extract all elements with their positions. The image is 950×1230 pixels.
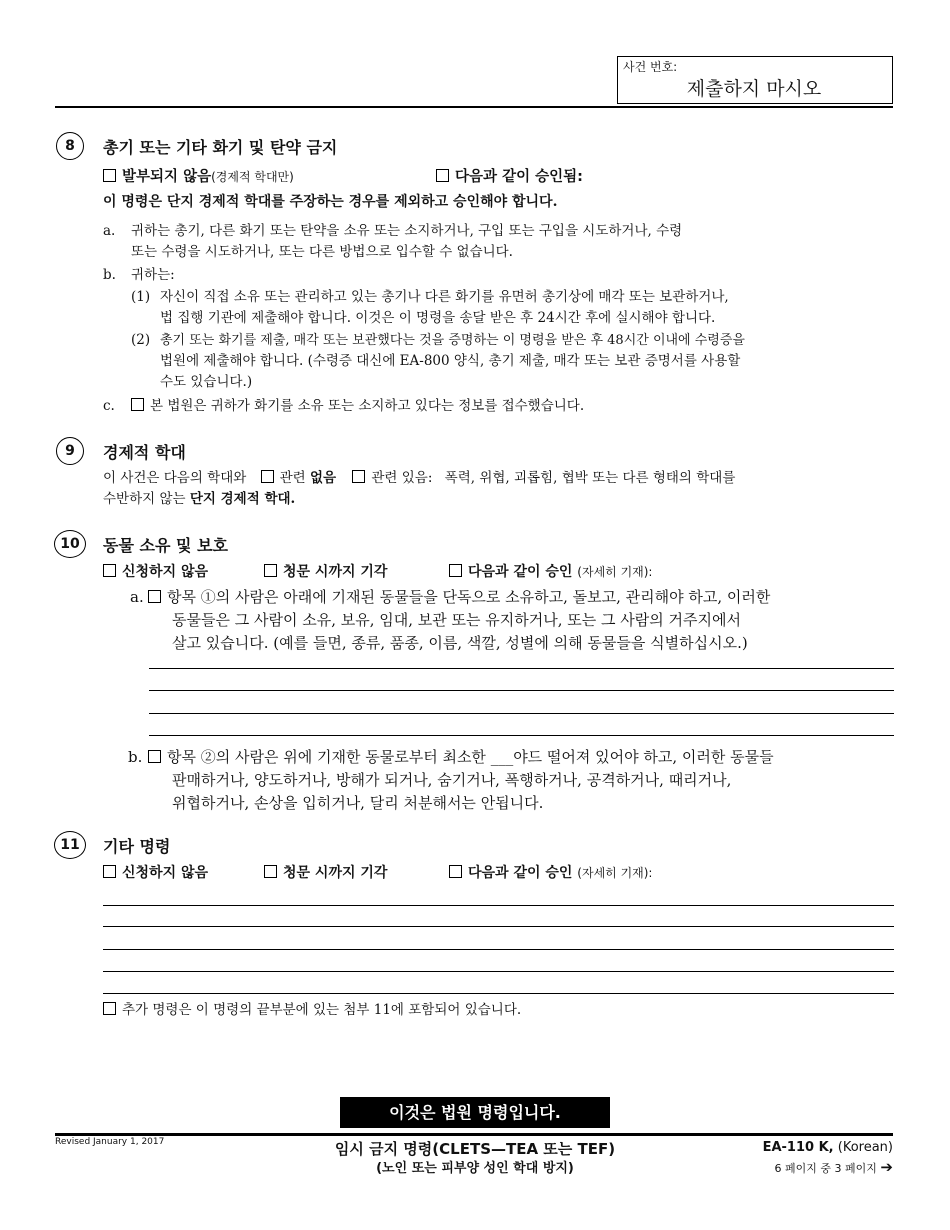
section-9-title: 경제적 학대	[103, 443, 186, 462]
section-8-a-line2: 또는 수령을 시도하거나, 또는 다른 방법으로 입수할 수 없습니다.	[131, 244, 513, 260]
answer-line[interactable]	[103, 971, 894, 972]
section-8-b2-line3: 수도 있습니다.)	[160, 374, 253, 390]
case-number-label: 사건 번호:	[623, 60, 678, 74]
section-9-line1: 이 사건은 다음의 학대와 관련 없음 관련 있음: 폭력, 위협, 괴롭힘, 협박 또는 다른 형태의 학대를	[103, 470, 736, 486]
section-9-line2: 수반하지 않는 단지 경제적 학대.	[103, 491, 296, 507]
checkbox[interactable]	[264, 865, 277, 878]
section-10-b-item[interactable]: 항목 ②의 사람은 위에 기재한 동물로부터 최소한 ___야드 떨어져 있어야 하고, 이러한 동물들	[148, 748, 774, 767]
section-10-option-not-requested[interactable]: 신청하지 않음	[103, 561, 208, 581]
section-10-a-item[interactable]: 항목 ①의 사람은 아래에 기재된 동물들을 단독으로 소유하고, 돌보고, 관리해야 하고, 이러한	[148, 588, 770, 607]
answer-line[interactable]	[149, 668, 894, 669]
section-10-title: 동물 소유 및 보호	[103, 536, 228, 555]
checkbox[interactable]	[148, 750, 161, 763]
checkbox[interactable]	[436, 169, 449, 182]
section-9-option-none[interactable]: 관련 없음	[261, 470, 336, 486]
checkbox[interactable]	[131, 398, 144, 411]
section-10-a-line3: 살고 있습니다. (예를 들면, 종류, 품종, 이름, 색깔, 성별에 의해 동물들을 식별하십시오.)	[172, 634, 748, 652]
section-8-b1-marker: (1)	[131, 289, 151, 305]
answer-line[interactable]	[103, 905, 894, 906]
checkbox[interactable]	[148, 590, 161, 603]
court-order-banner: 이것은 법원 명령입니다.	[340, 1097, 610, 1128]
answer-line[interactable]	[103, 993, 894, 994]
section-8-number: 8	[56, 132, 84, 160]
section-8-b-marker: b.	[103, 267, 116, 283]
section-8-b2-line2: 법원에 제출해야 합니다. (수령증 대신에 EA-800 양식, 총기 제출, 매각 또는 보관 증명서를 사용할	[160, 353, 741, 369]
case-number-value: 제출하지 마시오	[686, 78, 822, 100]
section-11-option-denied[interactable]: 청문 시까지 기각	[264, 862, 387, 882]
section-10-b-line3: 위협하거나, 손상을 입히거나, 달리 처분해서는 안됩니다.	[172, 794, 544, 812]
section-10-number: 10	[54, 530, 86, 558]
checkbox[interactable]	[103, 1002, 116, 1015]
section-8-c-marker: c.	[103, 398, 115, 414]
section-9-option-related[interactable]: 관련 있음:	[352, 470, 432, 486]
footer-rule	[55, 1133, 893, 1136]
next-arrow-icon: ➔	[880, 1158, 893, 1176]
section-10-b-marker: b.	[128, 748, 143, 766]
section-8-b2-marker: (2)	[131, 332, 151, 348]
form-code: EA-110 K, (Korean)	[762, 1140, 893, 1155]
section-8-b2-line1: 총기 또는 화기를 제출, 매각 또는 보관했다는 것을 증명하는 이 명령을 받은 후 48시간 이내에 수령증을	[160, 333, 745, 348]
section-8-option-granted[interactable]: 다음과 같이 승인됨:	[436, 165, 583, 186]
checkbox[interactable]	[352, 470, 365, 483]
checkbox[interactable]	[264, 564, 277, 577]
section-8-option-not-issued[interactable]: 발부되지 않음(경제적 학대만)	[103, 165, 294, 186]
checkbox[interactable]	[103, 169, 116, 182]
answer-line[interactable]	[103, 926, 894, 927]
section-8-b1-line1: 자신이 직접 소유 또는 관리하고 있는 총기나 다른 화기를 유면허 총기상에 매각 또는 보관하거나,	[160, 289, 729, 305]
revised-date: Revised January 1, 2017	[55, 1137, 165, 1147]
section-8-a-line1: 귀하는 총기, 다른 화기 또는 탄약을 소유 또는 소지하거나, 구입 또는 구입을 시도하거나, 수령	[131, 223, 683, 239]
section-11-option-granted[interactable]: 다음과 같이 승인 (자세히 기재):	[449, 862, 652, 882]
form-subtitle: (노인 또는 피부양 성인 학대 방지)	[376, 1161, 574, 1176]
checkbox[interactable]	[103, 564, 116, 577]
section-8-b1-line2: 법 집행 기관에 제출해야 합니다. 이것은 이 명령을 송달 받은 후 24시간 후에 실시해야 합니다.	[160, 310, 716, 326]
header-rule	[55, 106, 893, 108]
checkbox[interactable]	[449, 564, 462, 577]
checkbox[interactable]	[261, 470, 274, 483]
section-11-title: 기타 명령	[103, 837, 171, 856]
section-8-statement: 이 명령은 단지 경제적 학대를 주장하는 경우를 제외하고 승인해야 합니다.	[103, 194, 558, 210]
section-8-b-intro: 귀하는:	[131, 267, 175, 283]
section-10-a-line2: 동물들은 그 사람이 소유, 보유, 임대, 보관 또는 유지하거나, 또는 그 사람의 거주지에서	[172, 611, 741, 629]
answer-line[interactable]	[149, 735, 894, 736]
section-8-title: 총기 또는 기타 화기 및 탄약 금지	[103, 138, 338, 157]
section-10-option-denied[interactable]: 청문 시까지 기각	[264, 561, 387, 581]
checkbox[interactable]	[103, 865, 116, 878]
section-10-b-line2: 판매하거나, 양도하거나, 방해가 되거나, 숨기거나, 폭행하거나, 공격하거나, 때리거나,	[172, 771, 732, 789]
section-11-attachment-item[interactable]: 추가 명령은 이 명령의 끝부분에 있는 첨부 11에 포함되어 있습니다.	[103, 1001, 521, 1020]
answer-line[interactable]	[149, 713, 894, 714]
section-11-option-not-requested[interactable]: 신청하지 않음	[103, 862, 208, 882]
section-11-number: 11	[54, 831, 86, 859]
section-10-option-granted[interactable]: 다음과 같이 승인 (자세히 기재):	[449, 561, 652, 581]
answer-line[interactable]	[103, 949, 894, 950]
checkbox[interactable]	[449, 865, 462, 878]
section-8-a-marker: a.	[103, 223, 116, 239]
answer-line[interactable]	[149, 690, 894, 691]
section-8-c-item[interactable]: 본 법원은 귀하가 화기를 소유 또는 소지하고 있다는 정보를 접수했습니다.	[131, 397, 584, 416]
section-10-a-marker: a.	[130, 588, 144, 606]
section-9-number: 9	[56, 437, 84, 465]
form-title: 임시 금지 명령(CLETS—TEA 또는 TEF)	[334, 1140, 616, 1158]
page-number: 6 페이지 중 3 페이지 ➔	[774, 1158, 893, 1176]
